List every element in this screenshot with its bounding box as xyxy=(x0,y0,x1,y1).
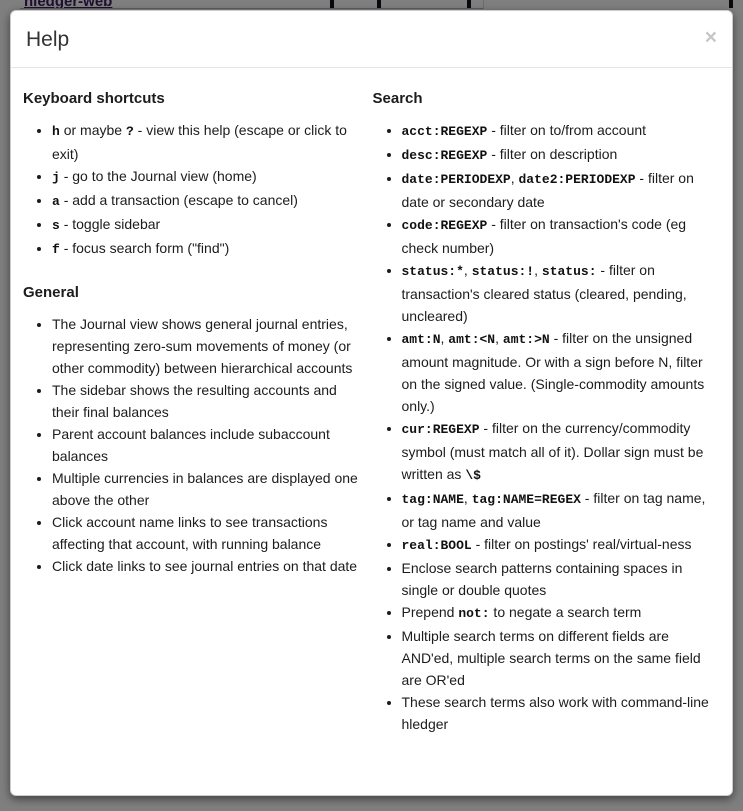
list-item xyxy=(402,533,715,557)
code-term: \$ xyxy=(465,468,481,483)
code-term: amt:N xyxy=(401,332,441,347)
text-segment: Click date links to see journal entries on that date xyxy=(52,558,358,574)
modal-title: Help xyxy=(26,28,70,51)
list-item xyxy=(52,313,360,379)
text-segment: Multiple currencies in balances are displayed one above the other xyxy=(52,470,358,508)
section-heading: General xyxy=(23,284,79,301)
list-item xyxy=(402,601,715,625)
list-item xyxy=(52,189,360,213)
text-segment: , xyxy=(510,170,519,186)
code-term: j xyxy=(52,170,60,185)
code-term: status:* xyxy=(401,264,464,279)
text-segment: , xyxy=(463,262,472,278)
text-segment: - filter on tag name, or tag name and value xyxy=(401,490,706,530)
text-segment: - filter on description xyxy=(487,146,618,162)
list-item xyxy=(52,555,360,577)
help-list xyxy=(23,313,360,577)
code-term: tag:NAME xyxy=(401,492,464,507)
list-item xyxy=(402,167,715,213)
text-segment: - filter on transaction's cleared status (cleared, pending, uncleared) xyxy=(401,262,687,324)
list-item xyxy=(52,213,360,237)
list-item xyxy=(52,119,360,165)
list-item xyxy=(402,691,715,735)
code-term: amt:>N xyxy=(502,332,550,347)
close-icon[interactable]: × xyxy=(704,26,717,49)
list-item xyxy=(52,423,360,467)
text-segment: or maybe xyxy=(59,122,126,138)
text-segment: to negate a search term xyxy=(489,604,642,620)
help-column-left xyxy=(23,88,373,735)
code-term: ? xyxy=(125,124,134,139)
code-term: not: xyxy=(458,606,490,621)
text-segment: - go to the Journal view (home) xyxy=(59,168,257,184)
code-term: code:REGEXP xyxy=(401,218,488,233)
text-segment: Prepend xyxy=(401,604,459,620)
text-segment: These search terms also work with command-line hledger xyxy=(401,694,709,732)
list-item xyxy=(402,487,715,533)
code-term: acct:REGEXP xyxy=(401,124,488,139)
list-item xyxy=(52,237,360,261)
list-item xyxy=(52,467,360,511)
text-segment: - filter on the unsigned amount magnitude. Or with a sign before N, filter on the signed value. (Single-commodity amounts only.) xyxy=(401,330,705,414)
list-item xyxy=(52,379,360,423)
list-item xyxy=(402,259,715,327)
code-term: cur:REGEXP xyxy=(401,422,480,437)
text-segment: , xyxy=(440,330,449,346)
text-segment: - filter on postings' real/virtual-ness xyxy=(471,536,692,552)
text-segment: The Journal view shows general journal entries, representing zero-sum movements of money (or other commodity) between hierarchical accounts xyxy=(52,316,353,376)
help-list xyxy=(23,119,360,261)
code-term: tag:NAME=REGEX xyxy=(471,492,581,507)
text-segment: - filter on the currency/commodity symbol (must match all of it). Dollar sign must be written as xyxy=(401,420,704,482)
text-segment: - add a transaction (escape to cancel) xyxy=(59,192,298,208)
code-term: status: xyxy=(541,264,597,279)
code-term: status:! xyxy=(471,264,535,279)
list-item xyxy=(402,417,715,487)
list-item xyxy=(402,327,715,417)
list-item xyxy=(402,557,715,601)
text-segment: - filter on transaction's code (eg check number) xyxy=(401,216,687,256)
code-term: a xyxy=(52,194,60,209)
text-segment: Multiple search terms on different fields are AND'ed, multiple search terms on the same field are OR'ed xyxy=(401,628,701,688)
text-segment: Click account name links to see transactions affecting that account, with running balance xyxy=(52,514,328,552)
code-term: date2:PERIODEXP xyxy=(518,172,636,187)
list-item xyxy=(402,213,715,259)
text-segment: Enclose search patterns containing spaces in single or double quotes xyxy=(401,560,683,598)
code-term: h xyxy=(52,124,60,139)
code-term: real:BOOL xyxy=(401,538,472,553)
text-segment: - toggle sidebar xyxy=(59,216,161,232)
code-term: date:PERIODEXP xyxy=(401,172,511,187)
text-segment: , xyxy=(534,262,542,278)
help-modal xyxy=(10,10,733,796)
text-segment: The sidebar shows the resulting accounts and their final balances xyxy=(52,382,337,420)
text-segment: - filter on date or secondary date xyxy=(401,170,694,210)
text-segment: - filter on to/from account xyxy=(487,122,647,138)
modal-header xyxy=(11,11,732,68)
section-heading: Keyboard shortcuts xyxy=(23,90,165,107)
text-segment: - view this help (escape or click to exit) xyxy=(52,122,347,162)
code-term: f xyxy=(52,242,60,257)
section-heading: Search xyxy=(372,90,423,107)
list-item xyxy=(52,165,360,189)
list-item xyxy=(402,119,715,143)
code-term: amt:<N xyxy=(448,332,496,347)
code-term: s xyxy=(52,218,60,233)
help-column-right xyxy=(373,88,723,735)
help-list xyxy=(373,119,715,735)
text-segment: , xyxy=(495,330,503,346)
text-segment: , xyxy=(463,490,472,506)
list-item xyxy=(402,143,715,167)
text-segment: - focus search form ("find") xyxy=(59,240,230,256)
list-item xyxy=(402,625,715,691)
modal-body xyxy=(11,68,732,750)
code-term: desc:REGEXP xyxy=(401,148,488,163)
text-segment: Parent account balances include subaccount balances xyxy=(52,426,330,464)
list-item xyxy=(52,511,360,555)
